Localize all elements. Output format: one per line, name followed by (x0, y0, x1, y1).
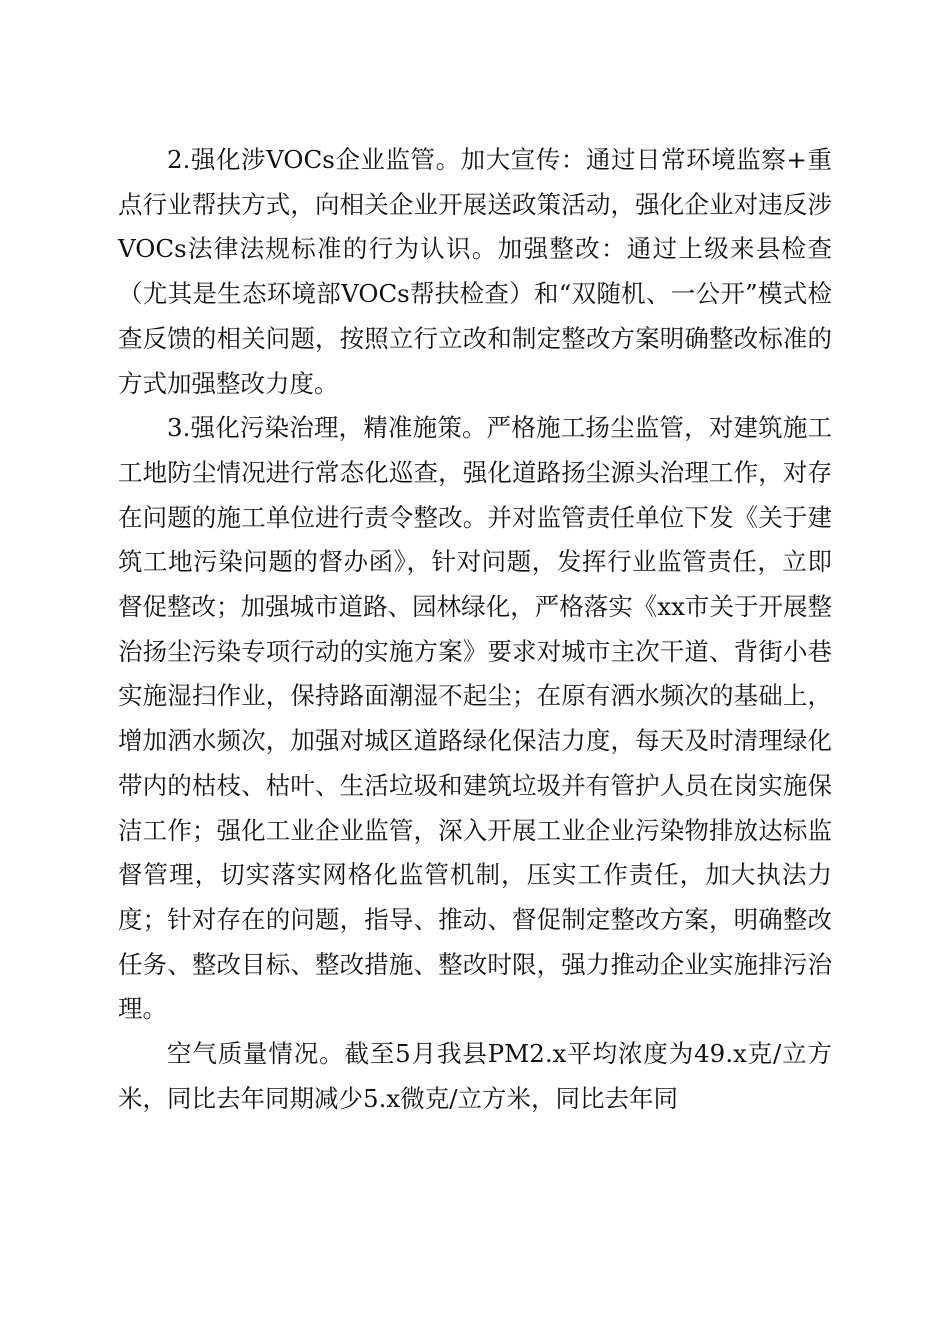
paragraph-pollution-control: 3.强化污染治理，精准施策。严格施工扬尘监管，对建筑施工工地防尘情况进行常态化巡查，强化道路扬尘源头治理工作，对存在问题的施工单位进行责令整改。并对监管责任单位下发《关于建筑工地污染问题的督办函》，针对问题，发挥行业监管责任，立即督促整改；加强城市道路、园林绿化，严格落实《xx市关于开展整治扬尘污染专项行动的实施方案》要求对城市主次干道、背街小巷实施湿扫作业，保持路面潮湿不起尘；在原有洒水频次的基础上，增加洒水频次，加强对城区道路绿化保洁力度，每天及时清理绿化带内的枯枝、枯叶、生活垃圾和建筑垃圾并有管护人员在岗实施保洁工作；强化工业企业监管，深入开展工业企业污染物排放达标监督管理，切实落实网格化监管机制，压实工作责任，加大执法力度；针对存在的问题，指导、推动、督促制定整改方案，明确整改任务、整改目标、整改措施、整改时限，强力推动企业实施排污治理。 (118, 413, 832, 1024)
document-body (118, 138, 832, 1121)
paragraph-air-quality: 空气质量情况。截至5月我县PM2.x平均浓度为49.x克/立方米，同比去年同期减少5.x微克/立方米，同比去年同 (118, 1039, 832, 1113)
paragraph-vocs-supervision: 2.强化涉VOCs企业监管。加大宣传：通过日常环境监察+重点行业帮扶方式，向相关企业开展送政策活动，强化企业对违反涉VOCs法律法规标准的行为认识。加强整改：通过上级来县检查（尤其是生态环境部VOCs帮扶检查）和“双随机、一公开”模式检查反馈的相关问题，按照立行立改和制定整改方案明确整改标准的方式加强整改力度。 (118, 145, 832, 398)
